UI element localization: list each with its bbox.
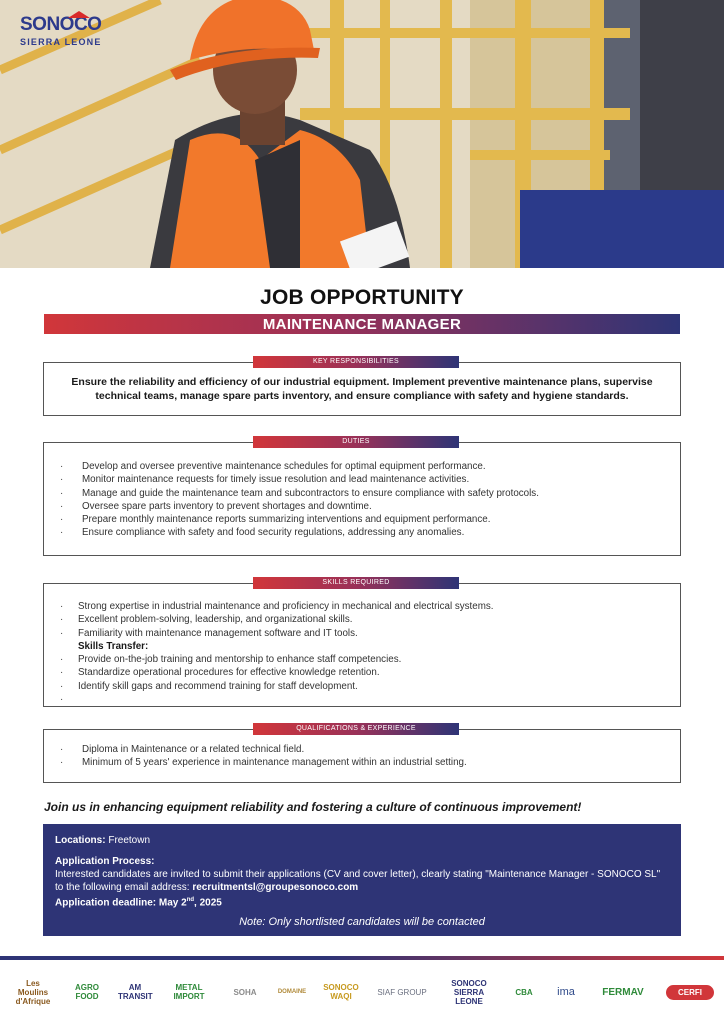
list-item: · Prepare monthly maintenance reports summarizing interventions and equipment performance. <box>44 513 680 526</box>
duties-box <box>43 442 681 556</box>
logo-subtitle: SIERRA LEONE <box>20 37 102 47</box>
brand-logo: METAL IMPORT <box>173 983 205 1001</box>
duties-label: DUTIES <box>253 436 459 448</box>
brand-logos-row <box>10 974 714 1010</box>
sonoco-logo <box>20 14 102 47</box>
process-label: Application Process: <box>55 856 155 867</box>
worker-illustration <box>0 0 724 268</box>
brand-logo: Les Moulins d'Afrique <box>15 978 51 1006</box>
hero-image <box>0 0 724 268</box>
qualifications-box <box>43 729 681 783</box>
responsibilities-label: KEY RESPONSIBILITIES <box>253 356 459 368</box>
job-title-bar <box>44 314 680 334</box>
location-row <box>55 834 669 847</box>
qualifications-label: QUALIFICATIONS & EXPERIENCE <box>253 723 459 735</box>
deadline-suffix: nd <box>186 897 195 903</box>
brand-logo: AM TRANSIT <box>118 983 153 1001</box>
footer-divider <box>0 956 724 960</box>
responsibilities-box <box>43 362 681 416</box>
closing-statement: Join us in enhancing equipment reliability and fostering a culture of continuous improvement! <box>44 800 582 814</box>
responsibilities-text: Ensure the reliability and efficiency of our industrial equipment. Implement preventive maintenance plans, supervise technical teams, manage spare parts inventory, and ensure compliance with safety and hygiene standards. <box>71 376 653 402</box>
list-item: · Diploma in Maintenance or a related technical field. <box>44 743 680 756</box>
process-heading <box>55 855 669 868</box>
page-title: JOB OPPORTUNITY <box>260 286 464 309</box>
list-item: · Develop and oversee preventive maintenance schedules for optimal equipment performance. <box>44 460 680 473</box>
duties-list <box>44 460 680 540</box>
skills-list <box>44 600 680 693</box>
list-item: · Familiarity with maintenance management software and IT tools. <box>44 627 680 640</box>
brand-logo: CBA <box>515 987 533 997</box>
list-item: · Oversee spare parts inventory to prevent shortages and downtime. <box>44 500 680 513</box>
process-text: Interested candidates are invited to submit their applications (CV and cover letter), clearly stating "Maintenance Manager - SONOCO SL" to the following email address: <box>55 869 661 893</box>
list-item: · Manage and guide the maintenance team and subcontractors to ensure compliance with safety protocols. <box>44 487 680 500</box>
deadline-row <box>55 894 669 909</box>
brand-logo: ima <box>557 985 575 998</box>
brand-logo: SONOCO SIERRA LEONE <box>451 978 487 1006</box>
location-label: Locations: <box>55 835 106 846</box>
process-text-row <box>55 868 669 894</box>
brand-logo: CERFI <box>666 985 714 1000</box>
list-item: · Standardize operational procedures for effective knowledge retention. <box>44 666 680 679</box>
shortlist-note: Note: Only shortlisted candidates will be contacted <box>239 916 485 928</box>
deadline-year: , 2025 <box>194 897 222 909</box>
location-value: Freetown <box>108 835 151 846</box>
deadline-label: Application deadline: May 2 <box>55 897 187 909</box>
brand-logo: SOHA <box>233 987 257 997</box>
qualifications-list <box>44 743 680 770</box>
logo-name: SONOCO <box>20 14 102 35</box>
application-email[interactable]: recruitmentsl@groupesonoco.com <box>192 882 359 893</box>
brand-logo: SIAF GROUP <box>377 987 427 997</box>
skills-transfer-heading: Skills Transfer: <box>78 640 149 652</box>
brand-logo: SONOCO WAQI <box>323 983 359 1001</box>
list-item: · Minimum of 5 years' experience in maintenance management within an industrial setting. <box>44 756 680 769</box>
skills-label: SKILLS REQUIRED <box>253 577 459 589</box>
list-item: · Ensure compliance with safety and food security regulations, addressing any anomalies. <box>44 526 680 539</box>
brand-logo: FERMAV <box>602 986 644 998</box>
list-item: · Monitor maintenance requests for timely issue resolution and lead maintenance activities. <box>44 473 680 486</box>
list-item: · Identify skill gaps and recommend training for staff development. <box>44 680 680 693</box>
list-item: · Excellent problem-solving, leadership, and organizational skills. <box>44 613 680 626</box>
list-item: · Strong expertise in industrial maintenance and proficiency in mechanical and electrical systems. <box>44 600 680 613</box>
list-item: · Provide on-the-job training and mentorship to enhance staff competencies. <box>44 653 680 666</box>
application-info-panel <box>43 824 681 936</box>
brand-logo: DOMAINE <box>277 988 307 995</box>
logo-roof-icon <box>68 11 90 18</box>
brand-logo: AGRO FOOD <box>75 983 99 1001</box>
skills-box <box>43 583 681 707</box>
job-title: MAINTENANCE MANAGER <box>262 316 462 333</box>
